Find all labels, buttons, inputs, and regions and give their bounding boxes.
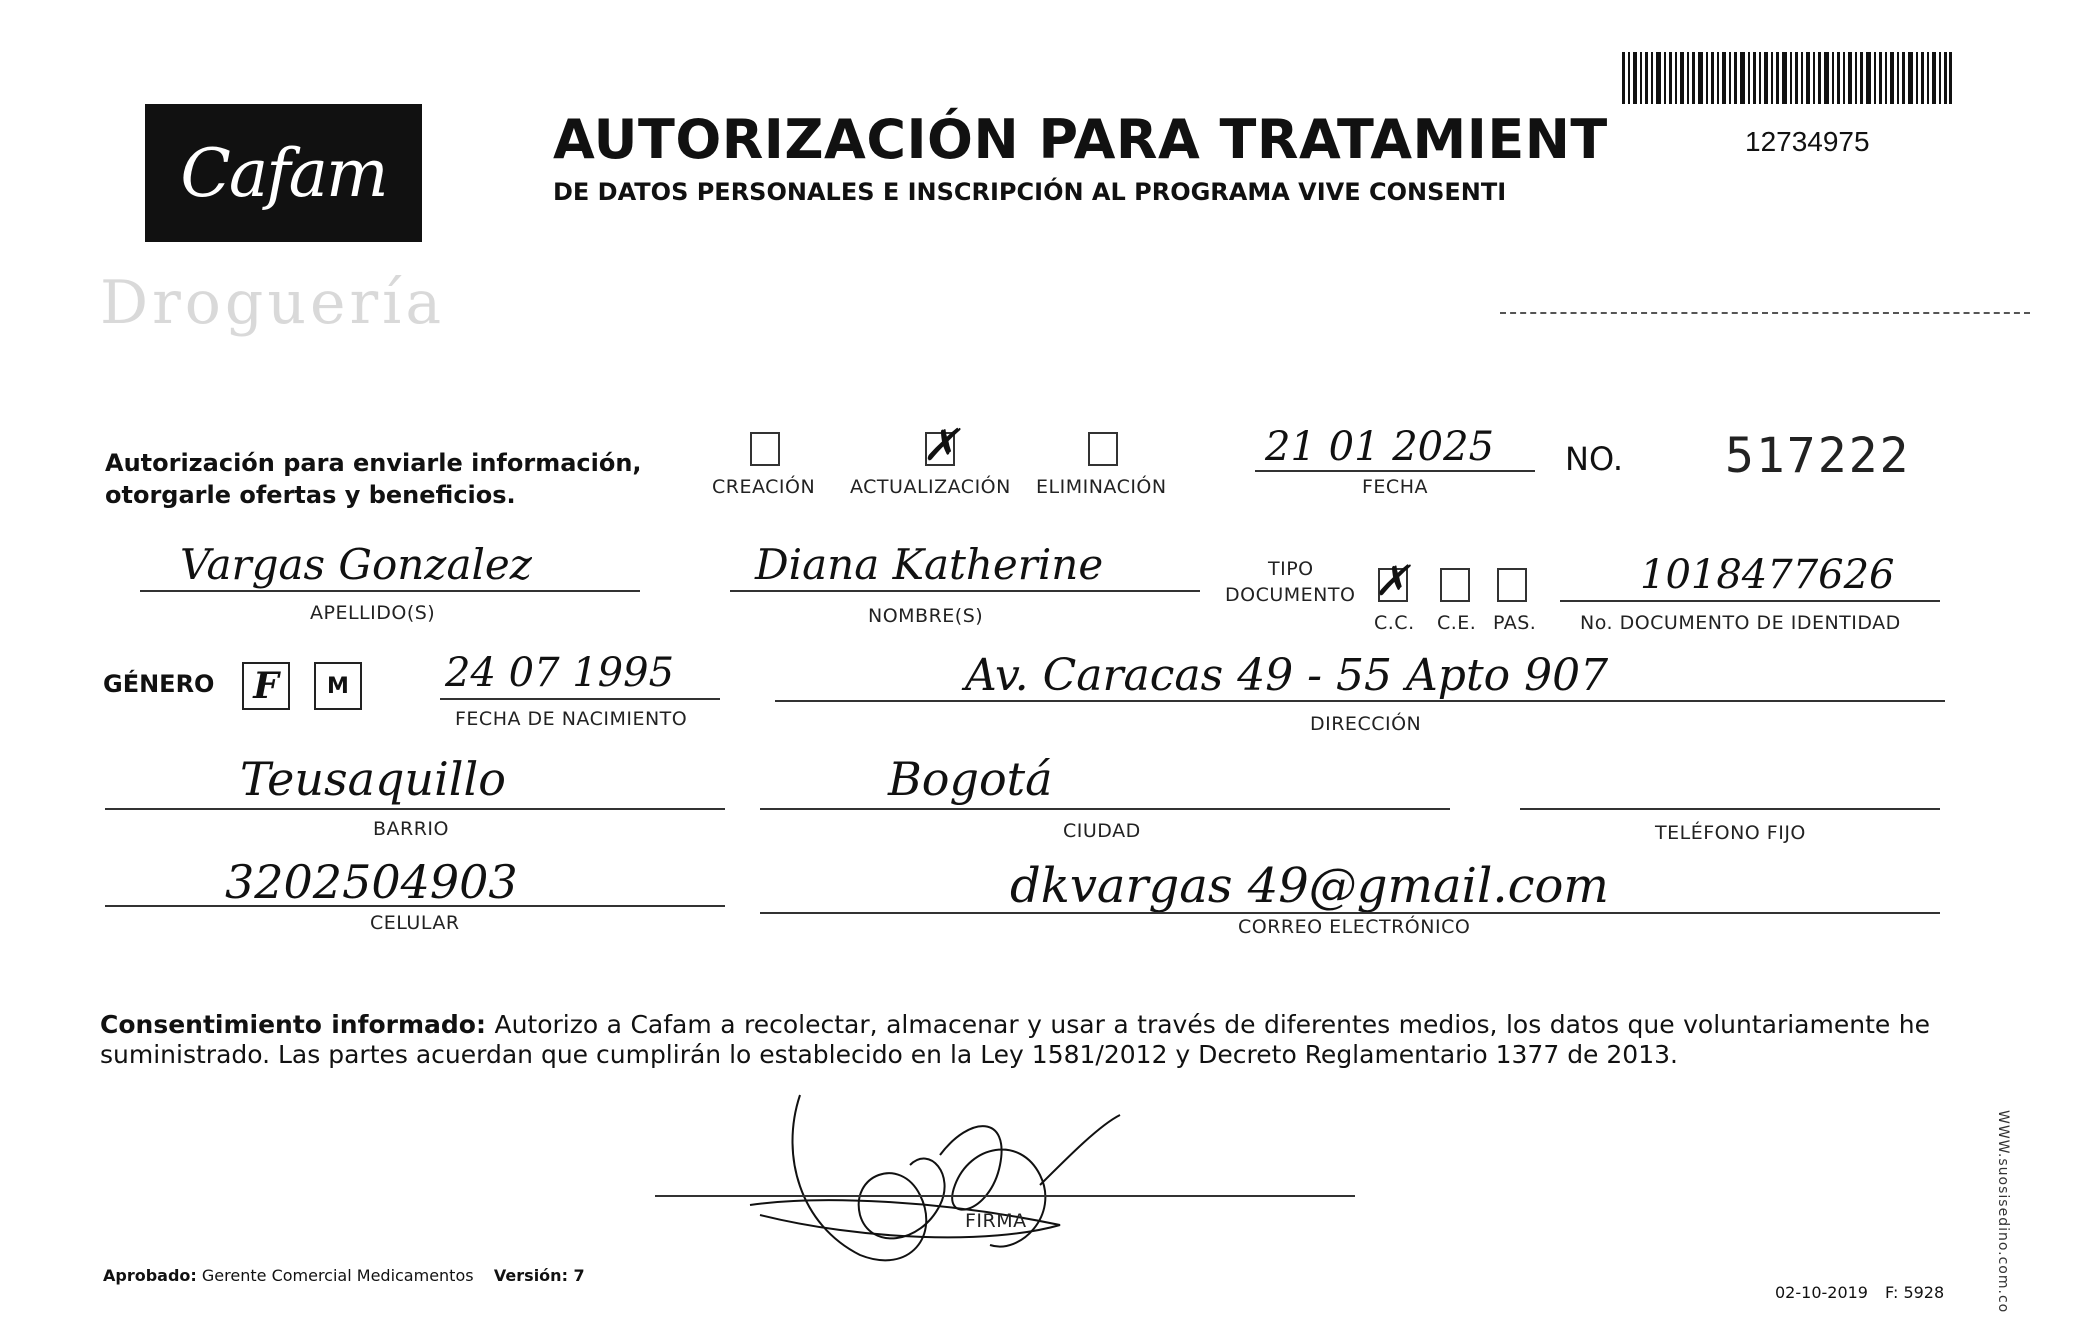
doc-type-cc-mark: ✗ bbox=[1374, 556, 1410, 605]
doc-type-pas-checkbox[interactable] bbox=[1497, 568, 1527, 602]
birth-date-label: FECHA DE NACIMIENTO bbox=[455, 708, 688, 730]
cafam-logo bbox=[145, 104, 422, 242]
form-code: F: 5928 bbox=[1885, 1283, 1945, 1302]
doc-type-pas-label: PAS. bbox=[1493, 612, 1537, 634]
no-label: NO. bbox=[1565, 440, 1623, 478]
authorization-label-line1: Autorización para enviarle información, bbox=[105, 449, 642, 477]
name-label: NOMBRE(S) bbox=[868, 605, 984, 627]
signature-line bbox=[655, 1195, 1355, 1197]
form-number: 517222 bbox=[1725, 428, 1911, 484]
doc-number-line bbox=[1560, 600, 1940, 602]
name-line bbox=[730, 590, 1200, 592]
mobile-line bbox=[105, 905, 725, 907]
date-line bbox=[1255, 470, 1535, 472]
date-value[interactable]: 21 01 2025 bbox=[1265, 424, 1495, 470]
eliminacion-label: ELIMINACIÓN bbox=[1036, 476, 1167, 498]
city-line bbox=[760, 808, 1450, 810]
form-subtitle: DE DATOS PERSONALES E INSCRIPCIÓN AL PROGRAMA VIVE CONSENTI bbox=[553, 178, 1507, 206]
gender-f-checkbox[interactable] bbox=[242, 662, 290, 710]
approved-label: Aprobado: bbox=[103, 1266, 197, 1285]
mobile-value[interactable]: 3202504903 bbox=[225, 855, 518, 909]
email-value[interactable]: dkvargas 49@gmail.com bbox=[1010, 858, 1609, 914]
version-label: Versión: 7 bbox=[493, 1266, 585, 1285]
logo-text: Cafam bbox=[180, 134, 387, 212]
address-label: DIRECCIÓN bbox=[1310, 713, 1422, 735]
date-code: 02-10-2019 bbox=[1775, 1283, 1868, 1302]
consent-heading: Consentimiento informado: bbox=[100, 1010, 486, 1039]
eliminacion-checkbox[interactable] bbox=[1088, 432, 1118, 466]
city-value[interactable]: Bogotá bbox=[888, 752, 1053, 806]
actualizacion-check-mark: ✗ bbox=[922, 420, 959, 471]
barcode-number: 12734975 bbox=[1745, 126, 1870, 157]
consent-text: Autorizo a Cafam a recolectar, almacenar y usar a través de diferentes medios, los datos que voluntariamente he suministrado. Las partes acuerdan que cumplirán lo establecido en la Ley 1581/2012 y Decreto Reglamentario 1377 de 2013. bbox=[100, 1010, 1930, 1069]
gender-m-checkbox[interactable] bbox=[314, 662, 362, 710]
address-line bbox=[775, 700, 1945, 702]
doc-type-label-1: TIPO bbox=[1268, 558, 1314, 580]
authorization-label-line2: otorgarle ofertas y beneficios. bbox=[105, 481, 516, 509]
approved-block bbox=[103, 1266, 585, 1285]
doc-number-value[interactable]: 1018477626 bbox=[1640, 552, 1895, 598]
doc-type-label-2: DOCUMENTO bbox=[1225, 584, 1356, 606]
barrio-value[interactable]: Teusaquillo bbox=[240, 752, 506, 806]
vertical-side-text: WWW.suosisedino.com.co bbox=[1995, 1110, 2011, 1314]
address-value[interactable]: Av. Caracas 49 - 55 Apto 907 bbox=[965, 650, 1609, 701]
store-stamp: Droguería bbox=[100, 268, 446, 338]
birth-date-value[interactable]: 24 07 1995 bbox=[445, 650, 675, 696]
divider-line bbox=[1500, 312, 2030, 314]
consent-paragraph bbox=[100, 1010, 1930, 1070]
name-value[interactable]: Diana Katherine bbox=[755, 540, 1104, 589]
authorization-label bbox=[105, 447, 642, 511]
mobile-label: CELULAR bbox=[370, 912, 460, 934]
email-line bbox=[760, 912, 1940, 914]
approved-value: Gerente Comercial Medicamentos bbox=[201, 1266, 474, 1285]
surname-line bbox=[140, 590, 640, 592]
creacion-label: CREACIÓN bbox=[712, 476, 816, 498]
barrio-line bbox=[105, 808, 725, 810]
creacion-checkbox[interactable] bbox=[750, 432, 780, 466]
phone-line bbox=[1520, 808, 1940, 810]
doc-type-ce-checkbox[interactable] bbox=[1440, 568, 1470, 602]
gender-f-mark: F bbox=[253, 665, 279, 707]
gender-m-label: M bbox=[327, 673, 349, 699]
barcode bbox=[1622, 52, 1952, 104]
phone-label: TELÉFONO FIJO bbox=[1655, 822, 1806, 844]
date-label: FECHA bbox=[1362, 476, 1428, 498]
city-label: CIUDAD bbox=[1063, 820, 1141, 842]
surname-value[interactable]: Vargas Gonzalez bbox=[180, 540, 532, 589]
barrio-label: BARRIO bbox=[373, 818, 449, 840]
birth-date-line bbox=[440, 698, 720, 700]
email-label: CORREO ELECTRÓNICO bbox=[1238, 916, 1471, 938]
doc-number-label: No. DOCUMENTO DE IDENTIDAD bbox=[1580, 612, 1901, 634]
doc-type-ce-label: C.E. bbox=[1437, 612, 1477, 634]
doc-type-cc-label: C.C. bbox=[1374, 612, 1415, 634]
gender-label: GÉNERO bbox=[103, 670, 215, 698]
form-title: AUTORIZACIÓN PARA TRATAMIENT bbox=[553, 108, 1608, 171]
signature-drawing bbox=[740, 1075, 1160, 1275]
actualizacion-label: ACTUALIZACIÓN bbox=[850, 476, 1011, 498]
signature-label: FIRMA bbox=[965, 1210, 1027, 1232]
surname-label: APELLIDO(S) bbox=[310, 602, 436, 624]
